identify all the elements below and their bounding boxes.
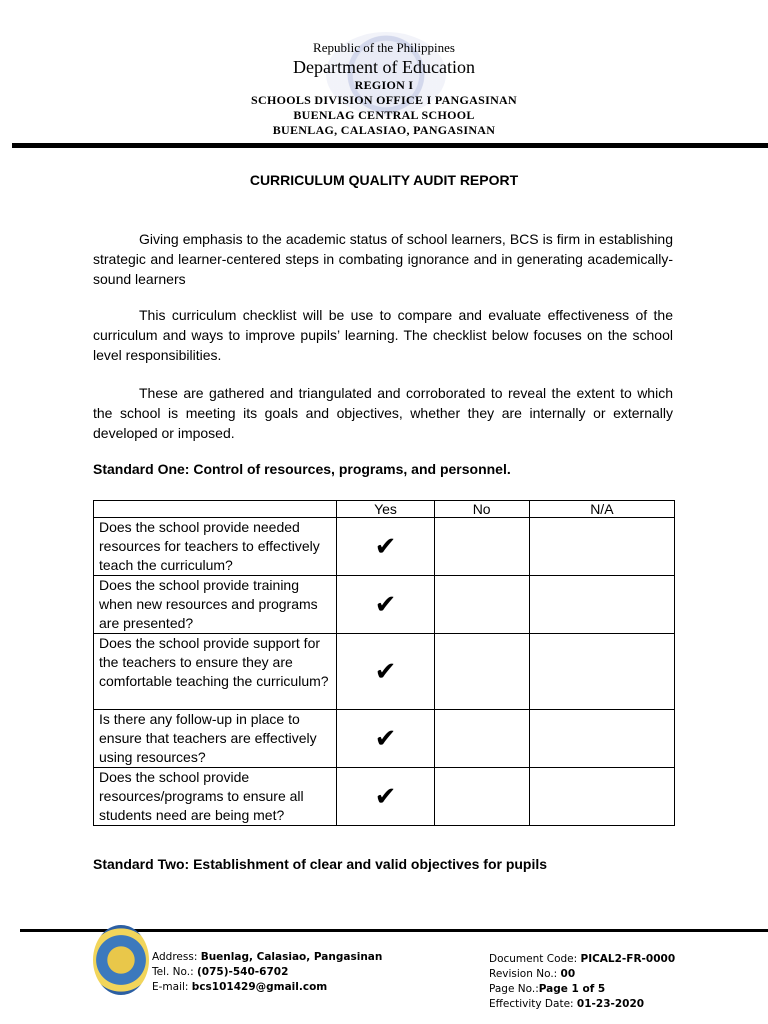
footer-page: Page No.:Page 1 of 5 [489, 983, 606, 995]
na-cell [529, 634, 674, 710]
republic-line: Republic of the Philippines [313, 40, 455, 55]
question-cell: Does the school provide support for the teachers to ensure they are comfortable teaching the curriculum? [94, 634, 337, 710]
no-cell [434, 710, 529, 768]
header-divider [12, 143, 768, 148]
table-row [94, 518, 675, 576]
table-row [94, 634, 675, 710]
check-icon: ✔ [374, 589, 397, 619]
footer-doc-code: Document Code: PICAL2-FR-0000 [489, 953, 676, 965]
no-cell [434, 634, 529, 710]
standard-one-heading: Standard One: Control of resources, programs, and personnel. [93, 461, 511, 477]
check-icon: ✔ [374, 531, 397, 561]
paragraph-1: Giving emphasis to the academic status of school learners, BCS is firm in establishing strategic and learner-centered steps in combating ignorance and in generating academically-sound learners [93, 231, 673, 287]
region-line: REGION I [354, 78, 414, 92]
paragraph-2: This curriculum checklist will be use to compare and evaluate effectiveness of the curriculum and ways to improve pupils’ learning. The checklist below focuses on the school level responsibilities. [93, 307, 673, 363]
footer-tel: Tel. No.: (075)-540-6702 [152, 966, 289, 978]
footer-effectivity: Effectivity Date: 01-23-2020 [489, 998, 645, 1010]
header-na: N/A [529, 501, 674, 518]
header-question [94, 501, 337, 518]
check-icon: ✔ [374, 723, 397, 753]
question-cell: Does the school provide training when new resources and programs are presented? [94, 576, 337, 634]
table-row [94, 768, 675, 826]
checklist-table [93, 500, 675, 826]
footer-email: E-mail: bcs101429@gmail.com [152, 981, 328, 993]
school-logo [93, 925, 149, 995]
footer-contact [152, 950, 382, 995]
question-cell: Does the school provide resources/programs to ensure all students need are being met? [94, 768, 337, 826]
yes-cell [337, 576, 434, 634]
header-yes: Yes [337, 501, 434, 518]
paragraph-3: These are gathered and triangulated and corroborated to reveal the extent to which the school is meeting its goals and objectives, whether they are internally or externally developed or imposed. [93, 385, 673, 441]
question-cell: Does the school provide needed resources for teachers to effectively teach the curriculum? [94, 518, 337, 576]
na-cell [529, 710, 674, 768]
na-cell [529, 576, 674, 634]
table-header-row [94, 501, 675, 518]
check-icon: ✔ [374, 781, 397, 811]
question-cell: Is there any follow-up in place to ensure that teachers are effectively using resources? [94, 710, 337, 768]
yes-cell [337, 768, 434, 826]
yes-cell [337, 710, 434, 768]
no-cell [434, 518, 529, 576]
header-no: No [434, 501, 529, 518]
yes-cell [337, 518, 434, 576]
standard-two-heading: Standard Two: Establishment of clear and valid objectives for pupils [93, 856, 548, 872]
footer-revision: Revision No.: 00 [489, 968, 576, 980]
document-header [0, 40, 768, 138]
na-cell [529, 518, 674, 576]
check-icon: ✔ [374, 656, 397, 686]
no-cell [434, 768, 529, 826]
yes-cell [337, 634, 434, 710]
department-line: Department of Education [293, 57, 475, 77]
footer-document-info [489, 952, 675, 1012]
table-row [94, 710, 675, 768]
table-row [94, 576, 675, 634]
division-line: SCHOOLS DIVISION OFFICE I PANGASINAN [251, 93, 517, 107]
report-title: CURRICULUM QUALITY AUDIT REPORT [249, 172, 519, 188]
footer-address: Address: Buenlag, Calasiao, Pangasinan [152, 951, 383, 963]
school-line: BUENLAG CENTRAL SCHOOL [293, 108, 475, 122]
na-cell [529, 768, 674, 826]
location-line: BUENLAG, CALASIAO, PANGASINAN [272, 123, 496, 137]
no-cell [434, 576, 529, 634]
